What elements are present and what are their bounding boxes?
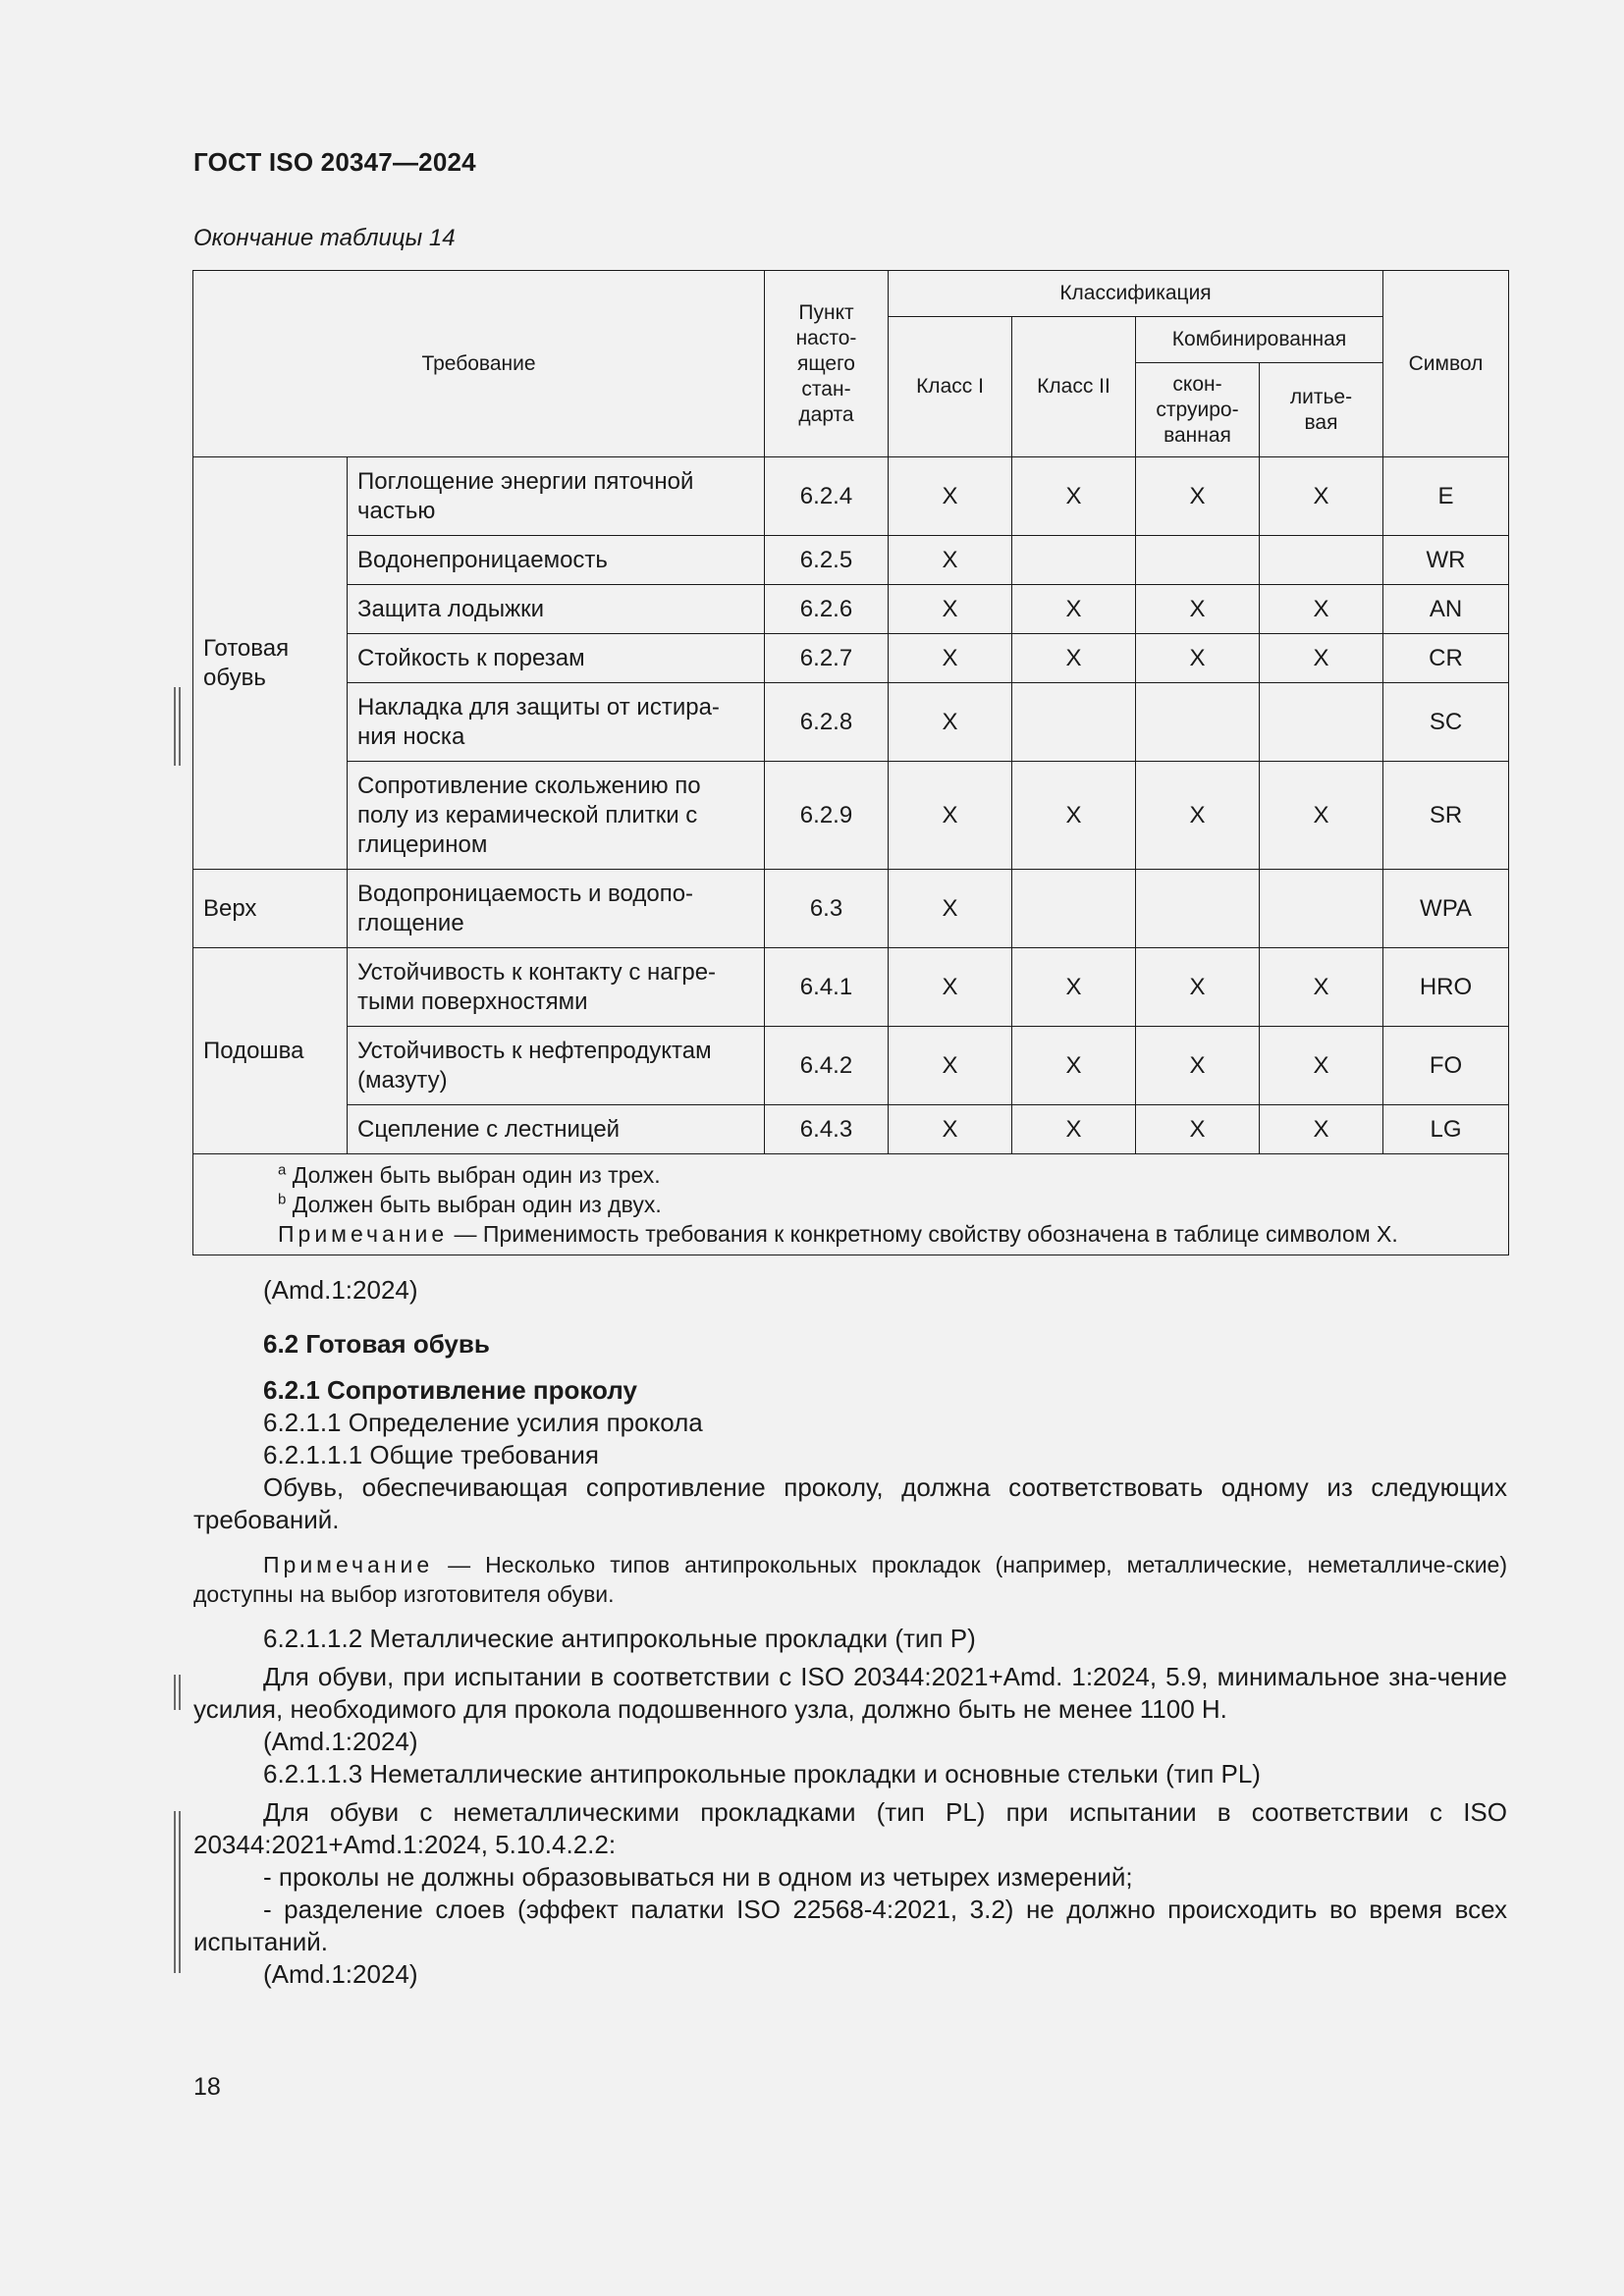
note-paragraph: Примечание — Несколько типов антипрокольных прокладок (например, металлические, неметалличе-ские) доступны на выбор изготовителя обуви. [193, 1552, 1507, 1607]
constructed-cell: X [1136, 1105, 1260, 1154]
clause-cell: 6.4.1 [765, 948, 889, 1027]
symbol-cell: CR [1383, 634, 1509, 683]
class2-cell: X [1012, 457, 1136, 536]
clause-cell: 6.2.5 [765, 536, 889, 585]
header-symbol: Символ [1383, 271, 1509, 457]
clause-cell: 6.2.6 [765, 585, 889, 634]
cast-cell [1260, 536, 1383, 585]
clause-cell: 6.2.7 [765, 634, 889, 683]
requirement-cell: Устойчивость к контакту с нагре-тыми поверхностями [348, 948, 765, 1027]
cast-cell: X [1260, 457, 1383, 536]
list-item: - проколы не должны образовываться ни в одном из четырех измерений; [263, 1862, 1133, 1892]
subsection-heading: 6.2.1 Сопротивление проколу [263, 1375, 637, 1405]
constructed-cell [1136, 870, 1260, 948]
class1-cell: X [889, 457, 1012, 536]
group-label: Подошва [193, 948, 348, 1154]
class2-cell: X [1012, 762, 1136, 870]
clause-cell: 6.3 [765, 870, 889, 948]
requirement-cell: Водопроницаемость и водопо-глощение [348, 870, 765, 948]
amendment-note: (Amd.1:2024) [263, 1727, 418, 1756]
class1-cell: X [889, 948, 1012, 1027]
constructed-cell: X [1136, 948, 1260, 1027]
constructed-cell: X [1136, 634, 1260, 683]
header-class-1: Класс I [889, 317, 1012, 457]
group-label: Готовая обувь [193, 457, 348, 870]
amendment-note: (Amd.1:2024) [263, 1275, 418, 1305]
header-constructed: скон- струиро- ванная [1136, 363, 1260, 457]
revision-bar [174, 687, 176, 766]
symbol-cell: LG [1383, 1105, 1509, 1154]
class1-cell: X [889, 762, 1012, 870]
cast-cell: X [1260, 1027, 1383, 1105]
requirements-table [192, 270, 1509, 1255]
constructed-cell: X [1136, 762, 1260, 870]
requirement-cell: Защита лодыжки [348, 585, 765, 634]
symbol-cell: SC [1383, 683, 1509, 762]
revision-bar [174, 1811, 176, 1973]
revision-bar [179, 687, 181, 766]
list-item: - разделение слоев (эффект палатки ISO 22568-4:2021, 3.2) не должно происходить во время всех испытаний. [193, 1895, 1507, 1956]
class2-cell [1012, 870, 1136, 948]
symbol-cell: WPA [1383, 870, 1509, 948]
symbol-cell: E [1383, 457, 1509, 536]
header-combined: Комбинированная [1136, 317, 1383, 363]
class1-cell: X [889, 585, 1012, 634]
group-label: Верх [193, 870, 348, 948]
cast-cell: X [1260, 585, 1383, 634]
cast-cell: X [1260, 634, 1383, 683]
class1-cell: X [889, 870, 1012, 948]
footnote-a: $^a$ Должен быть выбран один из трех. [278, 1161, 661, 1188]
requirement-cell: Водонепроницаемость [348, 536, 765, 585]
requirement-cell: Сопротивление скольжению по полу из керамической плитки с глицерином [348, 762, 765, 870]
cast-cell [1260, 870, 1383, 948]
cast-cell: X [1260, 1105, 1383, 1154]
requirement-cell: Устойчивость к нефтепродуктам (мазуту) [348, 1027, 765, 1105]
revision-bar [179, 1675, 181, 1710]
class1-cell: X [889, 1105, 1012, 1154]
symbol-cell: WR [1383, 536, 1509, 585]
revision-bar [179, 1811, 181, 1973]
cast-cell: X [1260, 948, 1383, 1027]
class1-cell: X [889, 536, 1012, 585]
class2-cell: X [1012, 1027, 1136, 1105]
constructed-cell [1136, 683, 1260, 762]
table-note: Примечание — Применимость требования к конкретному свойству обозначена в таблице символом X. [278, 1221, 1398, 1247]
clause-cell: 6.4.3 [765, 1105, 889, 1154]
paragraph: Для обуви, при испытании в соответствии с ISO 20344:2021+Amd. 1:2024, 5.9, минимальное зна-чение усилия, необходимого для прокола подошвенного узла, должно быть не менее 1100 Н. [193, 1662, 1507, 1724]
clause-cell: 6.2.8 [765, 683, 889, 762]
symbol-cell: HRO [1383, 948, 1509, 1027]
clause-heading: 6.2.1.1.2 Металлические антипрокольные прокладки (тип Р) [263, 1624, 976, 1653]
clause-heading: 6.2.1.1 Определение усилия прокола [263, 1408, 703, 1437]
clause-heading: 6.2.1.1.1 Общие требования [263, 1440, 599, 1469]
class2-cell: X [1012, 585, 1136, 634]
footnote-b: $^b$ Должен быть выбран один из двух. [278, 1191, 662, 1217]
constructed-cell [1136, 536, 1260, 585]
class1-cell: X [889, 634, 1012, 683]
class2-cell: X [1012, 948, 1136, 1027]
clause-cell: 6.2.9 [765, 762, 889, 870]
table-footnotes [193, 1154, 1509, 1255]
cast-cell: X [1260, 762, 1383, 870]
amendment-note: (Amd.1:2024) [263, 1959, 418, 1989]
paragraph: Для обуви с неметаллическими прокладками (тип PL) при испытании в соответствии с ISO 20344:2021+Amd.1:2024, 5.10.4.2.2: [193, 1797, 1507, 1859]
requirement-cell: Стойкость к порезам [348, 634, 765, 683]
clause-cell: 6.4.2 [765, 1027, 889, 1105]
header-clause: Пункт насто- ящего стан- дарта [765, 271, 889, 457]
class2-cell: X [1012, 1105, 1136, 1154]
symbol-cell: FO [1383, 1027, 1509, 1105]
revision-bar [174, 1675, 176, 1710]
requirement-cell: Накладка для защиты от истира-ния носка [348, 683, 765, 762]
constructed-cell: X [1136, 457, 1260, 536]
page-header: ГОСТ ISO 20347—2024 [193, 147, 476, 177]
body-text [193, 1274, 1507, 1991]
constructed-cell: X [1136, 1027, 1260, 1105]
cast-cell [1260, 683, 1383, 762]
requirement-cell: Сцепление с лестницей [348, 1105, 765, 1154]
page-number: 18 [193, 2073, 221, 2101]
class2-cell [1012, 536, 1136, 585]
header-requirement: Требование [193, 271, 765, 457]
class2-cell [1012, 683, 1136, 762]
symbol-cell: SR [1383, 762, 1509, 870]
requirement-cell: Поглощение энергии пяточной частью [348, 457, 765, 536]
class2-cell: X [1012, 634, 1136, 683]
constructed-cell: X [1136, 585, 1260, 634]
class1-cell: X [889, 683, 1012, 762]
table-caption: Окончание таблицы 14 [193, 225, 456, 251]
class1-cell: X [889, 1027, 1012, 1105]
header-classification: Классификация [889, 271, 1383, 317]
section-heading: 6.2 Готовая обувь [263, 1329, 490, 1359]
header-cast: литье- вая [1260, 363, 1383, 457]
header-class-2: Класс II [1012, 317, 1136, 457]
clause-heading: 6.2.1.1.3 Неметаллические антипрокольные прокладки и основные стельки (тип PL) [263, 1759, 1261, 1789]
paragraph: Обувь, обеспечивающая сопротивление проколу, должна соответствовать одному из следующих требований. [193, 1472, 1507, 1534]
clause-cell: 6.2.4 [765, 457, 889, 536]
symbol-cell: AN [1383, 585, 1509, 634]
